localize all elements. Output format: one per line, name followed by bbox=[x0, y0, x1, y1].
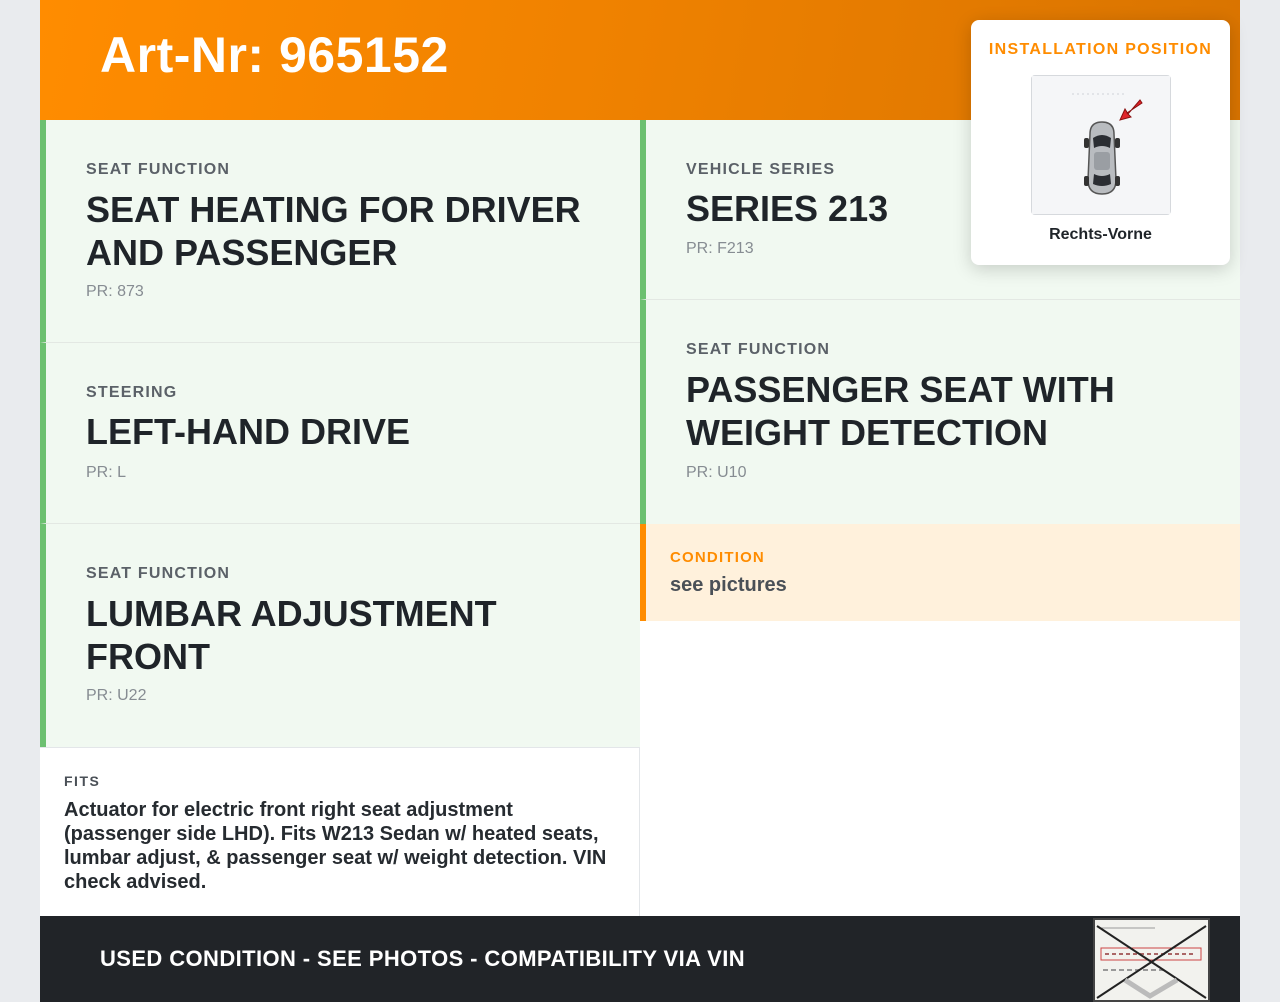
feature-value: SEAT HEATING FOR DRIVER AND PASSENGER bbox=[86, 189, 581, 273]
feature-value: LUMBAR ADJUSTMENT FRONT bbox=[86, 593, 497, 677]
feature-steering bbox=[40, 343, 640, 524]
feature-pr-code: PR: 873 bbox=[86, 283, 144, 300]
feature-seat-heating bbox=[40, 120, 640, 343]
article-number-title: Art-Nr: 965152 bbox=[100, 27, 449, 83]
installation-position-value: Rechts-Vorne bbox=[1049, 226, 1152, 243]
footer-text: USED CONDITION - SEE PHOTOS - COMPATIBILITY VIA VIN bbox=[100, 946, 746, 971]
condition-label: CONDITION bbox=[670, 549, 765, 566]
feature-label: SEAT FUNCTION bbox=[86, 565, 231, 582]
car-top-view-icon bbox=[1031, 75, 1171, 215]
condition-value: see pictures bbox=[670, 574, 787, 596]
feature-pr-code: PR: F213 bbox=[686, 240, 754, 257]
installation-label: INSTALLATION POSITION bbox=[988, 41, 1213, 58]
feature-lumbar-adjustment bbox=[40, 524, 640, 747]
feature-value: LEFT-HAND DRIVE bbox=[86, 411, 410, 452]
feature-weight-detection bbox=[640, 300, 1240, 524]
condition-panel bbox=[640, 524, 1240, 621]
fits-description: Actuator for electric front right seat adjustment (passenger side LHD). Fits W213 Sedan w/ heated seats, lumbar adjust, & passenger seat w/ weight detection. VIN check advised. bbox=[64, 799, 607, 893]
feature-label: STEERING bbox=[86, 384, 178, 401]
footer-bar bbox=[40, 916, 1240, 1002]
feature-pr-code: PR: U22 bbox=[86, 687, 147, 704]
fits-panel bbox=[40, 747, 640, 916]
feature-label: VEHICLE SERIES bbox=[686, 161, 836, 178]
feature-pr-code: PR: U10 bbox=[686, 464, 747, 481]
vin-document-stamp-icon bbox=[1093, 918, 1210, 1002]
installation-position-card bbox=[971, 20, 1230, 265]
fits-label: FITS bbox=[64, 773, 101, 789]
feature-pr-code: PR: L bbox=[86, 464, 127, 481]
feature-label: SEAT FUNCTION bbox=[86, 161, 231, 178]
feature-label: SEAT FUNCTION bbox=[686, 341, 831, 358]
feature-value: PASSENGER SEAT WITH WEIGHT DETECTION bbox=[686, 369, 1115, 453]
feature-value: SERIES 213 bbox=[686, 188, 889, 229]
